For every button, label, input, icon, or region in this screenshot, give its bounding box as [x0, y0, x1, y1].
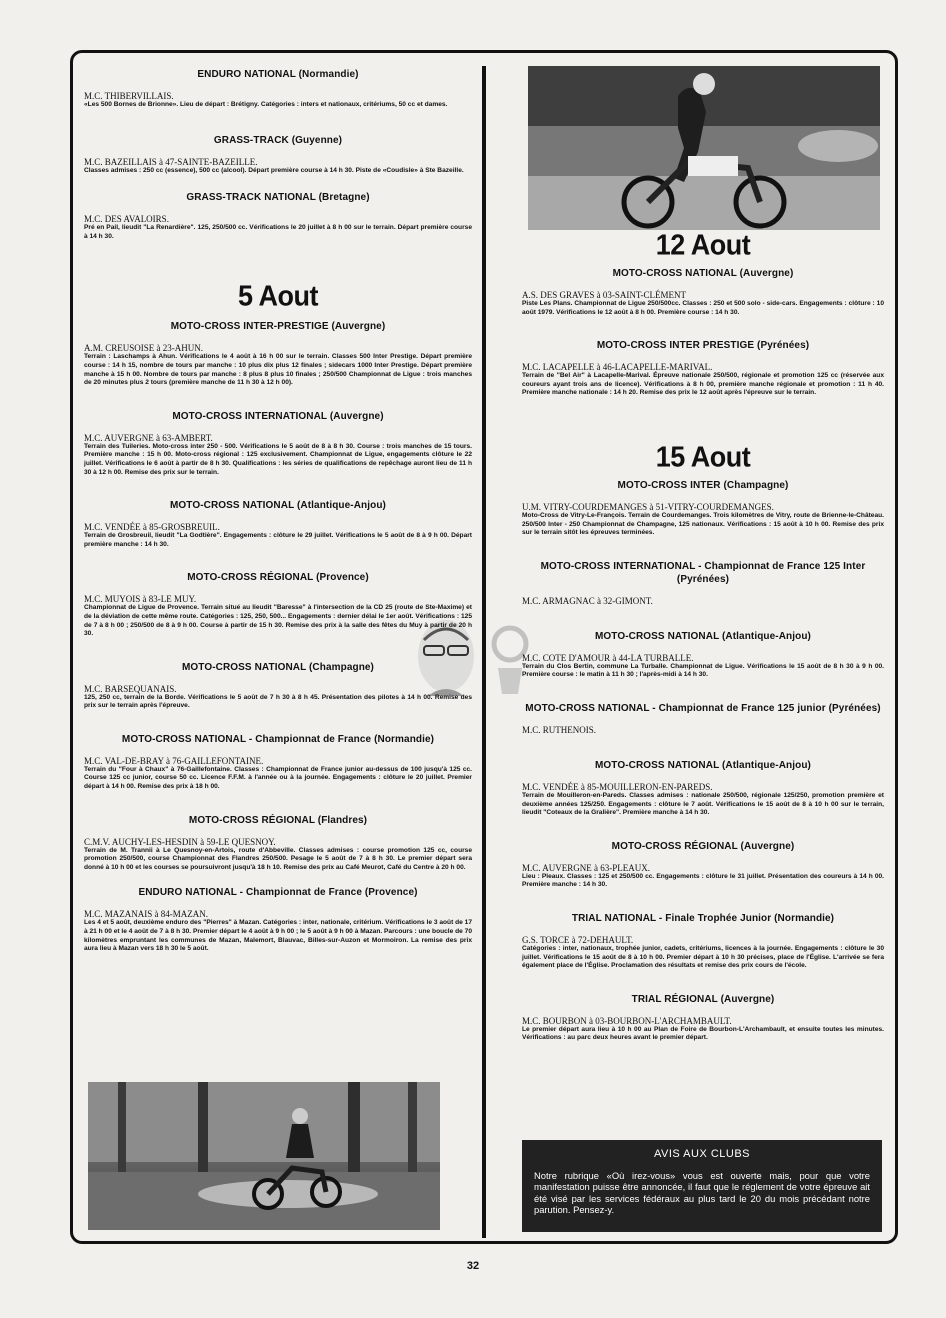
event-region: (Auvergne): [331, 321, 386, 333]
event-title: [522, 267, 884, 280]
event-type: MOTO-CROSS NATIONAL: [169, 500, 297, 512]
event-description: Lieu : Pleaux. Classes : 125 et 250/500 cc. Engagements : clôture le 31 juillet. Présentation des coureurs à 14 h 00. Première manche : 14 h 30.: [522, 872, 884, 889]
event-region: (Champagne): [309, 661, 374, 673]
event-club: M.C. VENDÉE à 85-MOUILLERON-EN-PAREDS.: [522, 781, 713, 792]
event-title: [84, 886, 472, 899]
event-listing: [84, 571, 472, 638]
event-listing: [84, 733, 472, 792]
event-type: MOTO-CROSS INTER PRESTIGE: [596, 340, 758, 352]
event-region: (Provence): [316, 572, 369, 584]
event-title: [84, 499, 472, 512]
event-club: M.C. BARSEQUANAIS.: [84, 683, 177, 694]
event-description: Terrain de Grosbreuil, lieudit "La Godtière". Engagements : clôture le 29 juillet. Vérifications le 5 août de 8 à 9 h 00. Départ première manche : 14 h 30.: [84, 532, 472, 548]
event-type: GRASS-TRACK NATIONAL: [186, 192, 319, 204]
event-region: (Pyrénées): [676, 573, 730, 585]
event-description: Pré en Pail, lieudit "La Renardière". 125, 250/500 cc. Vérifications le 20 juillet à 8 h 00 sur le terrain. Départ première course à 14 h 30.: [84, 224, 472, 240]
page-number: 32: [466, 1260, 480, 1272]
event-type: MOTO-CROSS NATIONAL - Championnat de France 125 junior: [525, 702, 829, 714]
event-type: MOTO-CROSS INTERNATIONAL: [172, 410, 330, 422]
date-heading: 12 Aout: [655, 229, 751, 261]
event-club: G.S. TORCE à 72-DEHAULT.: [522, 934, 634, 945]
event-region: (Atlantique-Anjou): [296, 500, 386, 512]
right-column: [522, 230, 884, 1043]
event-listing: [84, 499, 472, 549]
event-type: MOTO-CROSS INTERNATIONAL - Championnat de France 125 Inter: [540, 560, 866, 572]
event-region: (Pyrénées): [757, 340, 810, 352]
event-club: M.C. AUVERGNE à 63-AMBERT.: [84, 432, 213, 443]
event-description: Catégories : inter, nationaux, trophée junior, cadets, critériums, licences à la journée. Engagements : clôture le 30 juillet. Vérifications le 15 août de 8 à 10 h 00. Premier départ à 10 h 30 précises, place de l'Église. L'arrivée se fera également place de l'Église. Proclamation des résultats et remise des prix cours de l'école.: [522, 944, 884, 970]
event-description: 125, 250 cc, terrain de la Borde. Vérifications le 5 août de 7 h 30 à 8 h 45. Présentation des pilotes à 14 h 00. Remise des prix sur le terrain après l'épreuve.: [84, 693, 472, 710]
date-heading: 5 Aout: [238, 280, 318, 313]
event-club: M.C. ARMAGNAC à 32-GIMONT.: [522, 595, 653, 606]
event-listing: [522, 630, 884, 680]
event-title: [522, 560, 884, 586]
event-listing: [84, 410, 472, 477]
event-club: M.C. VENDÉE à 85-GROSBREUIL.: [84, 522, 220, 533]
event-type: MOTO-CROSS RÉGIONAL: [188, 814, 318, 826]
event-region: (Guyenne): [291, 134, 343, 146]
date-heading: 15 Aout: [655, 441, 751, 473]
event-listing: [522, 912, 884, 971]
event-listing: [84, 191, 472, 241]
event-listing: [84, 661, 472, 711]
event-listing: [84, 886, 472, 953]
event-region: (Auvergne): [329, 410, 384, 422]
event-type: MOTO-CROSS NATIONAL - Championnat de France: [121, 733, 375, 745]
event-listing: [522, 479, 884, 538]
avis-title: AVIS AUX CLUBS: [653, 1148, 751, 1160]
event-type: MOTO-CROSS NATIONAL: [182, 661, 309, 673]
event-description: Terrain du Clos Bertin, commune La Turballe. Championnat de Ligue. Vérifications le 15 août de 8 h 30 à 9 h 00. Première course : le matin à 11 h 30 ; l'après-midi à 14 h 30.: [522, 662, 884, 679]
event-club: M.C. AUVERGNE à 63-PLEAUX.: [522, 862, 650, 873]
event-club: M.C. BAZEILLAIS à 47-SAINTE-BAZEILLE.: [84, 156, 258, 167]
event-title: [522, 702, 884, 715]
event-club: M.C. LACAPELLE à 46-LACAPELLE-MARIVAL.: [522, 362, 713, 373]
event-description: Terrain de Mouilleron-en-Pareds. Classes admises : nationale 250/500, régionale 125/250, promotion première et deuxième années 125/250. Engagements : clôture le 7 août. Vérifications le 15 août de 8 à 10 h 00 sur le terrain, lieudit "Coteaux de la Gralière". Première manche à 14 h 30.: [522, 791, 884, 817]
left-column: [84, 68, 472, 954]
event-description: Le premier départ aura lieu à 10 h 00 au Plan de Foire de Bourbon-L'Archambault, et ensuite toutes les minutes. Vérifications : au parc deux heures avant le premier départ.: [522, 1025, 884, 1042]
event-description: Moto-Cross de Vitry-Le-François. Terrain de Courdemanges. Trois kilomètres de Vitry, route de Brienne-le-Château. 250/500 Inter - 250 Championnat de Champagne, 125 nationaux. Vérifications : 15 août à 10 h 00. Remise des prix sur le terrain sitôt les épreuves terminées.: [522, 511, 884, 537]
event-listing: [84, 68, 472, 110]
event-listing: [84, 134, 472, 176]
event-club: M.C. VAL-DE-BRAY à 76-GAILLEFONTAINE.: [84, 755, 264, 766]
event-region: (Pyrénées): [828, 702, 881, 714]
event-description: Les 4 et 5 août, deuxième enduro des "Pierres" à Mazan. Catégories : inter, nationale, critérium. Vérifications le 3 août de 17 à 21 h 00 et le 4 août de 7 à 8 h 30. Premier départ le 4 août à 9 h 00 ; le 5 août à 9 h 00 à Mazan. Parcours : une boucle de 70 kilomètres empruntant les communes de Mazan, Malemort, Blauvac, Billes-sur-Auzon et Mormoiron. La remise des prix aura lieu à Mazan vers 18 h 30 le 5 août.: [84, 919, 472, 953]
event-type: MOTO-CROSS RÉGIONAL: [187, 572, 317, 584]
event-region: (Normandie): [774, 912, 835, 924]
event-description: «Les 500 Bornes de Brionne». Lieu de départ : Brétigny. Catégories : inters et nationaux, critériums, 50 cc et dames.: [84, 101, 448, 108]
enduro-water-crossing-photo: [88, 1082, 440, 1230]
event-region: (Atlantique-Anjou): [721, 759, 811, 771]
event-type: GRASS-TRACK: [213, 134, 292, 146]
event-description: Terrain : Laschamps à Ahun. Vérifications le 4 août à 16 h 00 sur le terrain. Classes 500 Inter Prestige. Départ première course : 14 h 15, nombre de tours par manche : 10 plus dix plus 12 finales ; sidecars 1000 Inter Prestige. Départ première manche à 15 h 00. Nombre de tours par manche : 8 plus 8 plus 10 finales ; 250/500 Championnat de Ligue : trois manches de 20 minutes plus 2 tours (première manche de 11 h 30 à 12 h 00).: [84, 353, 472, 387]
event-description: Terrain du "Four à Chaux" à 76-Gaillefontaine. Classes : Championnat de France junior au-dessus de 100 jusqu'à 125 cc. Course 125 cc junior, course 50 cc. Licence F.F.M. à l'année ou à la journée. Engagements : clôture le 20 juillet. Premier départ à 14 h 00. Remise des prix à 18 h 00.: [84, 765, 472, 791]
avis-aux-clubs-box: [522, 1140, 882, 1232]
event-listing: [522, 993, 884, 1043]
event-description: Terrain de "Bel Air" à Lacapelle-Marival. Épreuve nationale 250/500, régionale et promotion 125 cc (réservée aux coureurs ayant trois ans de licence). Vérifications à 8 h 00, première manche régionale et promotion : 11 h 40. Première manche nationale : 14 h 20. Remise des prix le 12 août après l'épreuve sur le terrain.: [522, 372, 884, 397]
event-club: M.C. DES AVALOIRS.: [84, 214, 169, 225]
event-type: MOTO-CROSS NATIONAL: [612, 268, 740, 279]
event-region: (Atlantique-Anjou): [721, 630, 811, 642]
event-region: (Normandie): [298, 69, 359, 80]
event-club: M.C. BOURBON à 03-BOURBON-L'ARCHAMBAULT.: [522, 1015, 732, 1026]
event-type: ENDURO NATIONAL - Championnat de France: [138, 887, 365, 899]
event-region: (Champagne): [723, 479, 789, 491]
event-club: M.C. MUYOIS à 83-LE MUY.: [84, 594, 197, 605]
event-title: [84, 661, 472, 674]
event-description: Classes admises : 250 cc (essence), 500 cc (alcool). Départ première course à 14 h 30. Piste de «Coudisle» à Ste Bazeille.: [84, 166, 464, 174]
event-type: MOTO-CROSS INTER: [617, 479, 724, 491]
event-listing: [522, 840, 884, 890]
event-listing: [522, 702, 884, 735]
motocross-rider-photo: [528, 66, 880, 230]
event-listing: [84, 320, 472, 387]
event-type: MOTO-CROSS NATIONAL: [594, 759, 722, 771]
event-type: MOTO-CROSS RÉGIONAL: [611, 840, 741, 852]
event-club: U.M. VITRY-COURDEMANGES à 51-VITRY-COURDEMANGES.: [522, 501, 774, 512]
event-region: (Normandie): [374, 733, 435, 745]
event-title: [84, 733, 472, 746]
event-club: M.C. RUTHENOIS.: [522, 724, 597, 735]
event-region: (Bretagne): [318, 192, 370, 204]
event-club: M.C. MAZANAIS à 84-MAZAN.: [84, 909, 208, 920]
event-type: TRIAL RÉGIONAL: [631, 993, 721, 1005]
event-region: (Auvergne): [720, 993, 775, 1005]
event-type: TRIAL NATIONAL - Finale Trophée Junior: [571, 912, 775, 924]
event-title: [84, 134, 472, 147]
event-title: [522, 840, 884, 853]
event-listing: [522, 339, 884, 398]
event-region: (Auvergne): [739, 268, 794, 279]
event-region: (Auvergne): [740, 840, 795, 852]
event-type: MOTO-CROSS NATIONAL: [594, 630, 722, 642]
event-listing: [522, 560, 884, 606]
event-title: [522, 339, 884, 352]
event-listing: [84, 814, 472, 873]
event-region: (Provence): [364, 887, 418, 899]
avis-text: Notre rubrique «Où irez-vous» vous est ouverte mais, pour que votre manifestation puisse être annoncée, il faut que le réglement de votre épreuve ait été visé par les services fédéraux au plus tard le 20 du mois précédant notre parution. Pensez-y.: [534, 1170, 870, 1216]
event-title: [522, 993, 884, 1006]
event-title: [522, 630, 884, 643]
event-club: A.S. DES GRAVES à 03-SAINT-CLÉMENT: [522, 290, 687, 300]
event-title: [84, 571, 472, 584]
event-type: ENDURO NATIONAL: [197, 69, 299, 80]
event-listing: [522, 759, 884, 818]
event-club: C.M.V. AUCHY-LES-HESDIN à 59-LE QUESNOY.: [84, 836, 276, 847]
event-title: [522, 479, 884, 492]
event-title: [84, 191, 472, 204]
event-title: [522, 912, 884, 925]
event-club: A.M. CREUSOISE à 23-AHUN.: [84, 343, 203, 354]
event-club: M.C. COTE D'AMOUR à 44-LA TURBALLE.: [522, 652, 694, 663]
event-title: [84, 410, 472, 423]
event-region: (Flandres): [317, 814, 368, 826]
event-description: Terrain de M. Trannii à Le Quesnoy-en-Artois, route d'Abbeville. Classes admises : course promotion 125 cc, course promotion 250/500, course Championnat des Flandres 250/500. Pesage le 5 août de 7 à 8 h 30. Le premier départ sera donné à 10 h 00 et les courses se poursuivront jusqu'à 18 h 10. Remise des prix au Café Meurot, Café du Centre à 20 h 00.: [84, 846, 472, 871]
event-type: MOTO-CROSS INTER-PRESTIGE: [170, 321, 332, 333]
event-club: M.C. THIBERVILLAIS.: [84, 91, 174, 101]
event-description: Piste Les Plans. Championnat de Ligue 250/500cc. Classes : 250 et 500 solo - side-cars. Engagements : clôture : 10 août 1979. Vérifications le 12 août à 8 h 00. Première course : 14 h 30.: [522, 300, 884, 316]
event-description: Championnat de Ligue de Provence. Terrain situé au lieudit "Baresse" à l'intersection de la CD 25 (route de Ste-Maxime) et de la déviation de cette même route. Catégories : 125, 250, 500... Engagements : dernier délai le 1er août. Vérifications : 125 de 7 à 8 h 00 ; 250/500 de 8 à 9 h 00. Course à partir de 15 h 30. Remise des prix à la salle des fêtes du Muy à partir de 20 h 30.: [84, 604, 472, 638]
event-description: Terrain des Tuileries. Moto-cross inter 250 - 500. Vérifications le 5 août de 8 à 8 h 30. Course : trois manches de 15 tours. Première manche : 15 h 00. Moto-cross régional : 125 exclusivement. Championnat de Ligue, engagements clôture le 22 juillet. Vérifications le 6 août à partir de 8 h 30. Qualifications : les séries de qualifications de repêchage auront lieu de 11 h 30 à 12 h 00. Remise des prix sur le terrain.: [84, 442, 472, 476]
event-title: [84, 320, 472, 333]
event-title: [522, 759, 884, 772]
event-title: [84, 68, 472, 81]
event-listing: [522, 267, 884, 317]
event-title: [84, 814, 472, 827]
